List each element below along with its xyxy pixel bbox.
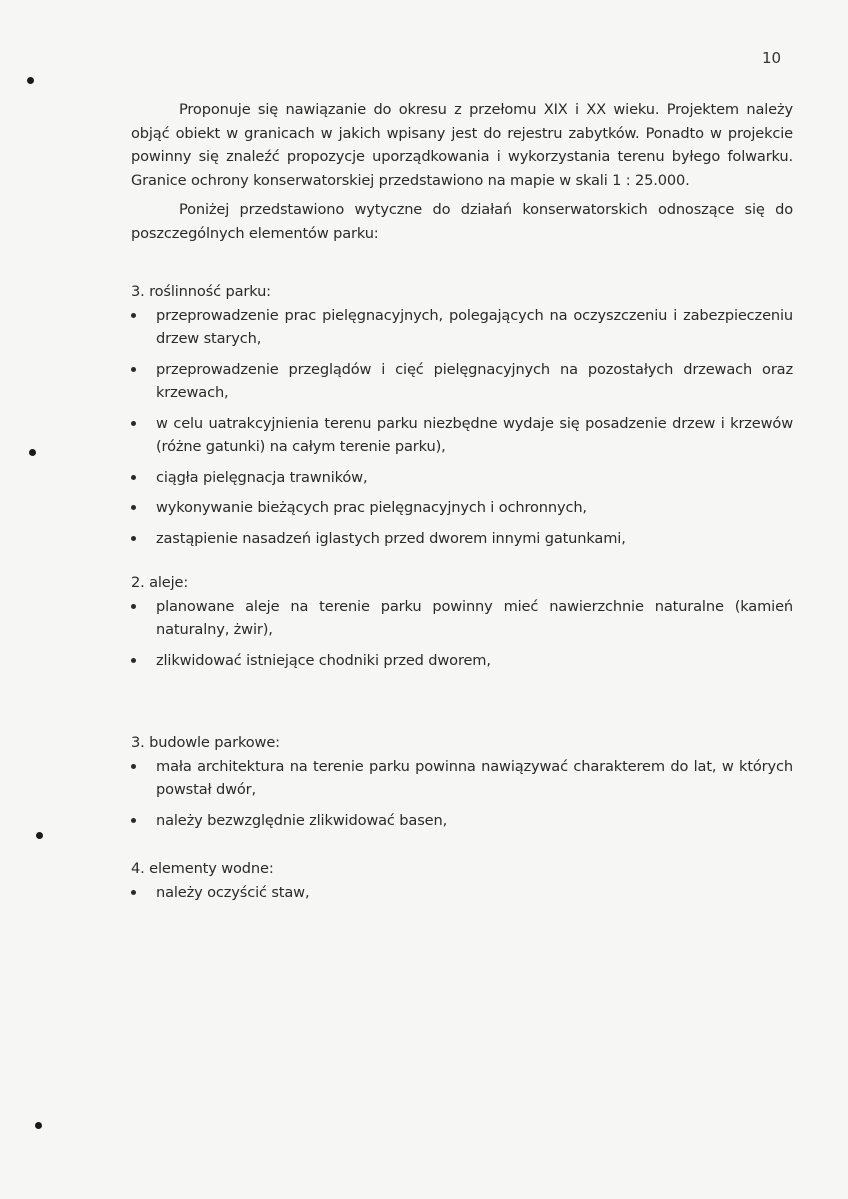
water-elements-list <box>131 881 793 905</box>
binder-hole-mark <box>27 77 34 84</box>
bullet-icon <box>131 367 136 372</box>
binder-hole-mark <box>35 1122 42 1129</box>
list-item: należy oczyścić staw, <box>131 881 793 905</box>
bullet-icon <box>131 764 136 769</box>
list-item: przeprowadzenie przeglądów i cięć pielęgnacyjnych na pozostałych drzewach oraz krzewach, <box>131 358 793 405</box>
bullet-icon <box>131 505 136 510</box>
bullet-icon <box>131 658 136 663</box>
list-item: należy bezwzględnie zlikwidować basen, <box>131 809 793 833</box>
binder-hole-mark <box>29 449 36 456</box>
bullet-icon <box>131 536 136 541</box>
list-item: ciągła pielęgnacja trawników, <box>131 466 793 490</box>
list-item: wykonywanie bieżących prac pielęgnacyjnych i ochronnych, <box>131 496 793 520</box>
intro-paragraph: Proponuje się nawiązanie do okresu z przełomu XIX i XX wieku. Projektem należy objąć obiekt w granicach w jakich wpisany jest do rejestru zabytków. Ponadto w projekcie powinny się znaleźć propozycje uporządkowania i wykorzystania terenu byłego folwarku. Granice ochrony konserwatorskiej przedstawiono na mapie w skali 1 : 25.000. <box>131 101 793 189</box>
list-item: w celu uatrakcyjnienia terenu parku niezbędne wydaje się posadzenie drzew i krzewów (różne gatunki) na całym terenie parku), <box>131 412 793 459</box>
section-heading-vegetation: 3. roślinność parku: <box>131 283 271 300</box>
list-item: zlikwidować istniejące chodniki przed dworem, <box>131 649 793 673</box>
bullet-icon <box>131 475 136 480</box>
list-item: mała architektura na terenie parku powinna nawiązywać charakterem do lat, w których powstał dwór, <box>131 755 793 802</box>
alleys-list <box>131 595 793 673</box>
list-item: planowane aleje na terenie parku powinny mieć nawierzchnie naturalne (kamień naturalny, żwir), <box>131 595 793 642</box>
section-heading-park-buildings: 3. budowle parkowe: <box>131 734 280 751</box>
bullet-icon <box>131 818 136 823</box>
bullet-icon <box>131 604 136 609</box>
binder-hole-mark <box>36 832 43 839</box>
bullet-icon <box>131 313 136 318</box>
page-number: 10 <box>762 49 782 67</box>
section-heading-alleys: 2. aleje: <box>131 574 189 591</box>
bullet-icon <box>131 421 136 426</box>
vegetation-list <box>131 304 793 551</box>
list-item: zastąpienie nasadzeń iglastych przed dworem innymi gatunkami, <box>131 527 793 551</box>
list-item: przeprowadzenie prac pielęgnacyjnych, polegających na oczyszczeniu i zabezpieczeniu drzew starych, <box>131 304 793 351</box>
document-body <box>131 98 793 904</box>
guidelines-intro-paragraph: Poniżej przedstawiono wytyczne do działań konserwatorskich odnoszące się do poszczególnych elementów parku: <box>131 201 793 242</box>
park-buildings-list <box>131 755 793 833</box>
section-heading-water-elements: 4. elementy wodne: <box>131 860 274 877</box>
bullet-icon <box>131 890 136 895</box>
